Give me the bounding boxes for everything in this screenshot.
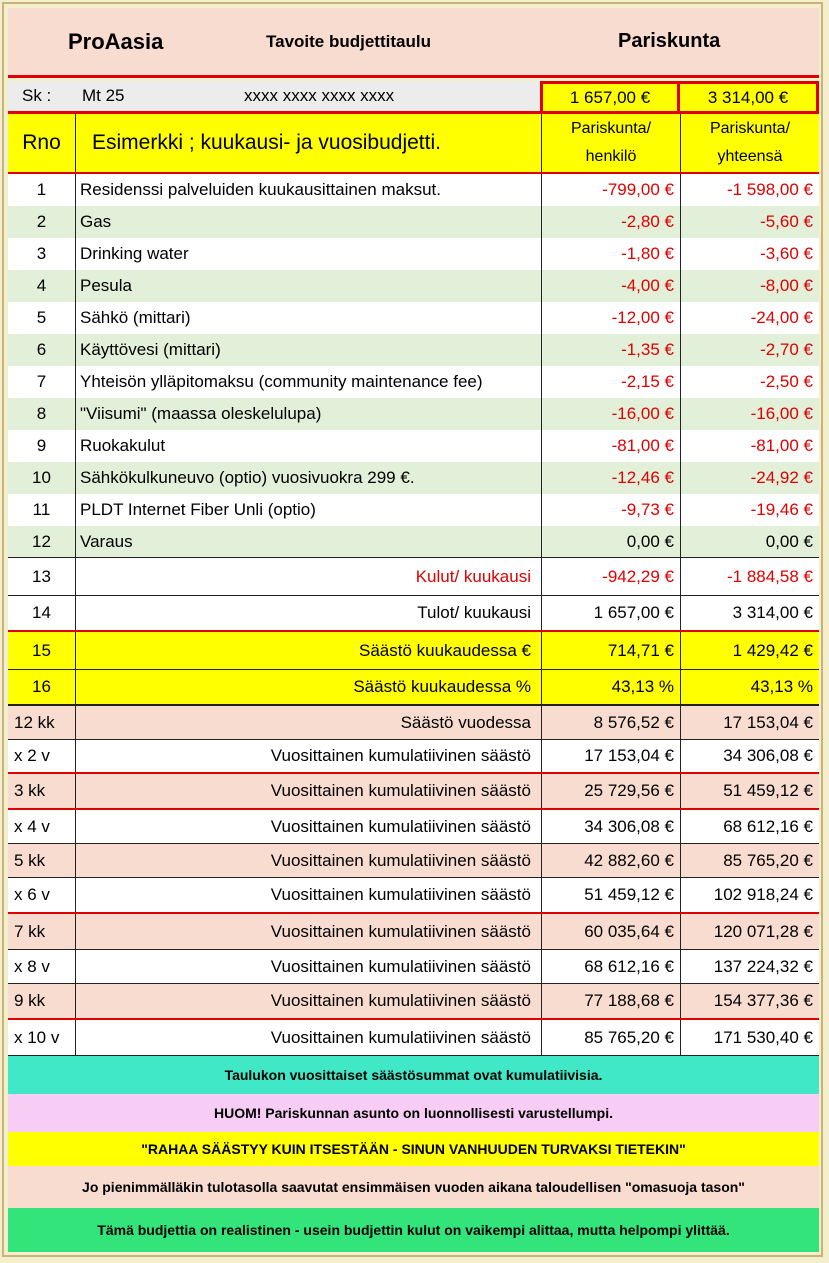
row-person-amount[interactable]: 77 188,68 € [541,984,680,1018]
row-number: 3 [36,244,47,263]
yearly-row [8,1020,819,1056]
income-person-cell[interactable]: 1 657,00 € [540,81,680,114]
row-total-amount[interactable]: 137 224,32 € [680,950,819,983]
row-person-amount[interactable]: 8 576,52 € [541,706,680,739]
row-period: x 6 v [14,885,50,904]
row-description: Käyttövesi (mittari) [75,334,541,366]
yearly-row [8,740,819,774]
row-person-amount[interactable]: -9,73 € [541,494,680,526]
expense-row [8,526,819,558]
row-total-amount[interactable]: 0,00 € [680,526,819,557]
row-period: x 4 v [14,816,50,836]
row-total-amount[interactable]: 171 530,40 € [680,1020,819,1055]
row-description: Sähkökulkuneuvo (optio) vuosivuokra 299 €. [75,462,541,494]
row-person-amount[interactable]: -799,00 € [541,174,680,206]
row-person-amount[interactable]: -4,00 € [541,270,680,302]
row-total-amount[interactable]: 85 765,20 € [680,844,819,877]
row-label: Vuosittainen kumulatiivinen säästö [75,774,541,808]
row-person-amount[interactable]: 25 729,56 € [541,774,680,808]
row-number: 16 [32,677,51,696]
row-description: Yhteisön ylläpitomaksu (community maintenance fee) [75,366,541,398]
row-period: 5 kk [14,850,46,870]
col-per-person [541,114,680,172]
row-description: Sähkö (mittari) [75,302,541,334]
row-person-amount[interactable]: -2,80 € [541,206,680,238]
row-number: 12 [32,531,51,551]
yearly-row [8,774,819,810]
row-total-amount[interactable]: -16,00 € [680,398,819,430]
row-number: 6 [36,340,47,359]
row-period: 12 kk [14,712,55,732]
expense-row [8,398,819,430]
row-person-amount[interactable]: -12,46 € [541,462,680,494]
row-total-amount[interactable]: 34 306,08 € [680,740,819,772]
row-total-amount[interactable]: 3 314,00 € [680,596,819,630]
row-total-amount[interactable]: -1 884,58 € [680,558,819,595]
note-cumulative [8,1056,819,1094]
income-total-cell[interactable]: 3 314,00 € [680,81,819,114]
row-label: Vuosittainen kumulatiivinen säästö [75,878,541,912]
row-label: Vuosittainen kumulatiivinen säästö [75,950,541,983]
row-total-amount[interactable]: 17 153,04 € [680,706,819,739]
row-number: 10 [32,468,51,487]
segment-label: Pariskunta [618,30,721,52]
row-total-amount[interactable]: 43,13 % [680,670,819,704]
row-person-amount[interactable]: -81,00 € [541,430,680,462]
column-header-row [8,114,819,174]
row-person-amount[interactable]: -1,80 € [541,238,680,270]
yearly-row [8,810,819,844]
row-description: PLDT Internet Fiber Unli (optio) [75,494,541,526]
row-period: 9 kk [14,991,46,1010]
row-label: Säästö kuukaudessa % [75,670,541,704]
expense-row [8,462,819,494]
expense-row [8,174,819,206]
row-number: 4 [36,276,47,295]
row-person-amount[interactable]: 60 035,64 € [541,914,680,949]
yearly-row [8,914,819,950]
row-person-amount[interactable]: -12,00 € [541,302,680,334]
row-total-amount[interactable]: 51 459,12 € [680,774,819,808]
note-text: Taulukon vuosittaiset säästösummat ovat kumulatiivisia. [224,1067,603,1083]
row-total-amount[interactable]: -24,00 € [680,302,819,334]
note-text: Tämä budjettia on realistinen - usein budjettin kulut on vaikempi alittaa, mutta helpompi ylittää. [97,1222,730,1238]
note-first-year [8,1166,819,1208]
row-number: 1 [36,180,47,199]
row-person-amount[interactable]: 17 153,04 € [541,740,680,772]
page-title: Tavoite budjettitaulu [266,31,431,51]
note-text: HUOM! Pariskunnan asunto on luonnollisesti varustellumpi. [213,1105,614,1121]
row-number: 15 [32,640,51,660]
row-number: 8 [36,404,47,423]
row-period: x 10 v [14,1027,60,1047]
col-per-person-line2: henkilö [585,148,637,165]
col-total [680,114,819,172]
row-label: Vuosittainen kumulatiivinen säästö [75,810,541,843]
row-label: Vuosittainen kumulatiivinen säästö [75,844,541,877]
col-description: Esimerkki ; kuukausi- ja vuosibudjetti. [75,114,541,172]
expense-row [8,238,819,270]
info-row [8,81,819,114]
row-label: Vuosittainen kumulatiivinen säästö [75,914,541,949]
row-number: 14 [32,603,51,622]
row-period: 7 kk [14,921,46,941]
row-label: Vuosittainen kumulatiivinen säästö [75,740,541,772]
col-total-line1: Pariskunta/ [709,120,791,137]
row-total-amount[interactable]: 68 612,16 € [680,810,819,843]
summary-row-income [8,596,819,632]
expense-row [8,494,819,526]
header-row [8,8,819,78]
row-person-amount[interactable]: 68 612,16 € [541,950,680,983]
row-person-amount[interactable]: 51 459,12 € [541,878,680,912]
note-slogan [8,1132,819,1166]
expense-row [8,430,819,462]
col-total-line2: yhteensä [717,148,783,165]
row-label: Säästö kuukaudessa € [75,632,541,669]
row-period: x 2 v [14,746,50,765]
row-person-amount[interactable]: 43,13 % [541,670,680,704]
note-apartment [8,1094,819,1132]
row-label: Vuosittainen kumulatiivinen säästö [75,984,541,1018]
row-total-amount[interactable]: -24,92 € [680,462,819,494]
row-period: 3 kk [14,781,46,800]
row-total-amount[interactable]: -8,00 € [680,270,819,302]
summary-row-saving-eur [8,632,819,670]
row-number: 5 [36,308,47,327]
row-person-amount[interactable]: 1 657,00 € [541,596,680,630]
row-number: 13 [32,566,51,586]
col-rno: Rno [22,131,61,154]
row-description: Gas [75,206,541,238]
row-person-amount[interactable]: 714,71 € [541,632,680,669]
row-person-amount[interactable]: -16,00 € [541,398,680,430]
row-person-amount[interactable]: -942,29 € [541,558,680,595]
yearly-row [8,878,819,914]
row-description: Pesula [75,270,541,302]
row-description: Varaus [75,526,541,557]
row-person-amount[interactable]: -2,15 € [541,366,680,398]
row-description: "Viisumi" (maassa oleskelulupa) [75,398,541,430]
expense-row [8,206,819,238]
row-description: Residenssi palveluiden kuukausittainen maksut. [75,174,541,206]
col-per-person-line1: Pariskunta/ [570,120,652,137]
row-total-amount[interactable]: 120 071,28 € [680,914,819,949]
row-person-amount[interactable]: -1,35 € [541,334,680,366]
row-total-amount[interactable]: -3,60 € [680,238,819,270]
row-label: Tulot/ kuukausi [75,596,541,630]
row-total-amount[interactable]: -5,60 € [680,206,819,238]
row-total-amount[interactable]: -81,00 € [680,430,819,462]
row-label: Säästö vuodessa [75,706,541,739]
row-person-amount[interactable]: 42 882,60 € [541,844,680,877]
row-label: Vuosittainen kumulatiivinen säästö [75,1020,541,1055]
account-number: xxxx xxxx xxxx xxxx [244,86,395,105]
brand-name: ProAasia [68,28,164,54]
row-person-amount[interactable]: 0,00 € [541,526,680,557]
budget-sheet [8,8,819,1254]
row-total-amount[interactable]: -2,70 € [680,334,819,366]
note-text: Jo pienimmälläkin tulotasolla saavutat ensimmäisen vuoden aikana taloudellisen "omasuoja tason" [82,1179,745,1195]
sk-label: Sk : [22,86,52,105]
row-description: Ruokakulut [75,430,541,462]
summary-row-saving-pct [8,670,819,706]
row-total-amount[interactable]: 1 429,42 € [680,632,819,669]
row-number: 2 [36,212,47,231]
row-period: x 8 v [14,956,50,976]
row-number: 7 [36,372,47,391]
row-description: Drinking water [75,238,541,270]
row-total-amount[interactable]: -2,50 € [680,366,819,398]
row-total-amount[interactable]: -19,46 € [680,494,819,526]
yearly-row [8,984,819,1020]
expense-row [8,270,819,302]
expense-row [8,366,819,398]
yearly-row [8,844,819,878]
mt-label: Mt 25 [82,86,125,105]
yearly-row [8,950,819,984]
expense-row [8,302,819,334]
note-realistic [8,1208,819,1252]
row-person-amount[interactable]: 34 306,08 € [541,810,680,843]
yearly-row [8,706,819,740]
summary-row-expenses [8,558,819,596]
expense-row [8,334,819,366]
row-label: Kulut/ kuukausi [75,558,541,595]
row-number: 11 [32,500,51,519]
row-total-amount[interactable]: 154 377,36 € [680,984,819,1018]
row-person-amount[interactable]: 85 765,20 € [541,1020,680,1055]
row-number: 9 [36,436,47,455]
note-text: "RAHAA SÄÄSTYY KUIN ITSESTÄÄN - SINUN VANHUUDEN TURVAKSI TIETEKIN" [141,1141,686,1157]
row-total-amount[interactable]: 102 918,24 € [680,878,819,912]
row-total-amount[interactable]: -1 598,00 € [680,174,819,206]
